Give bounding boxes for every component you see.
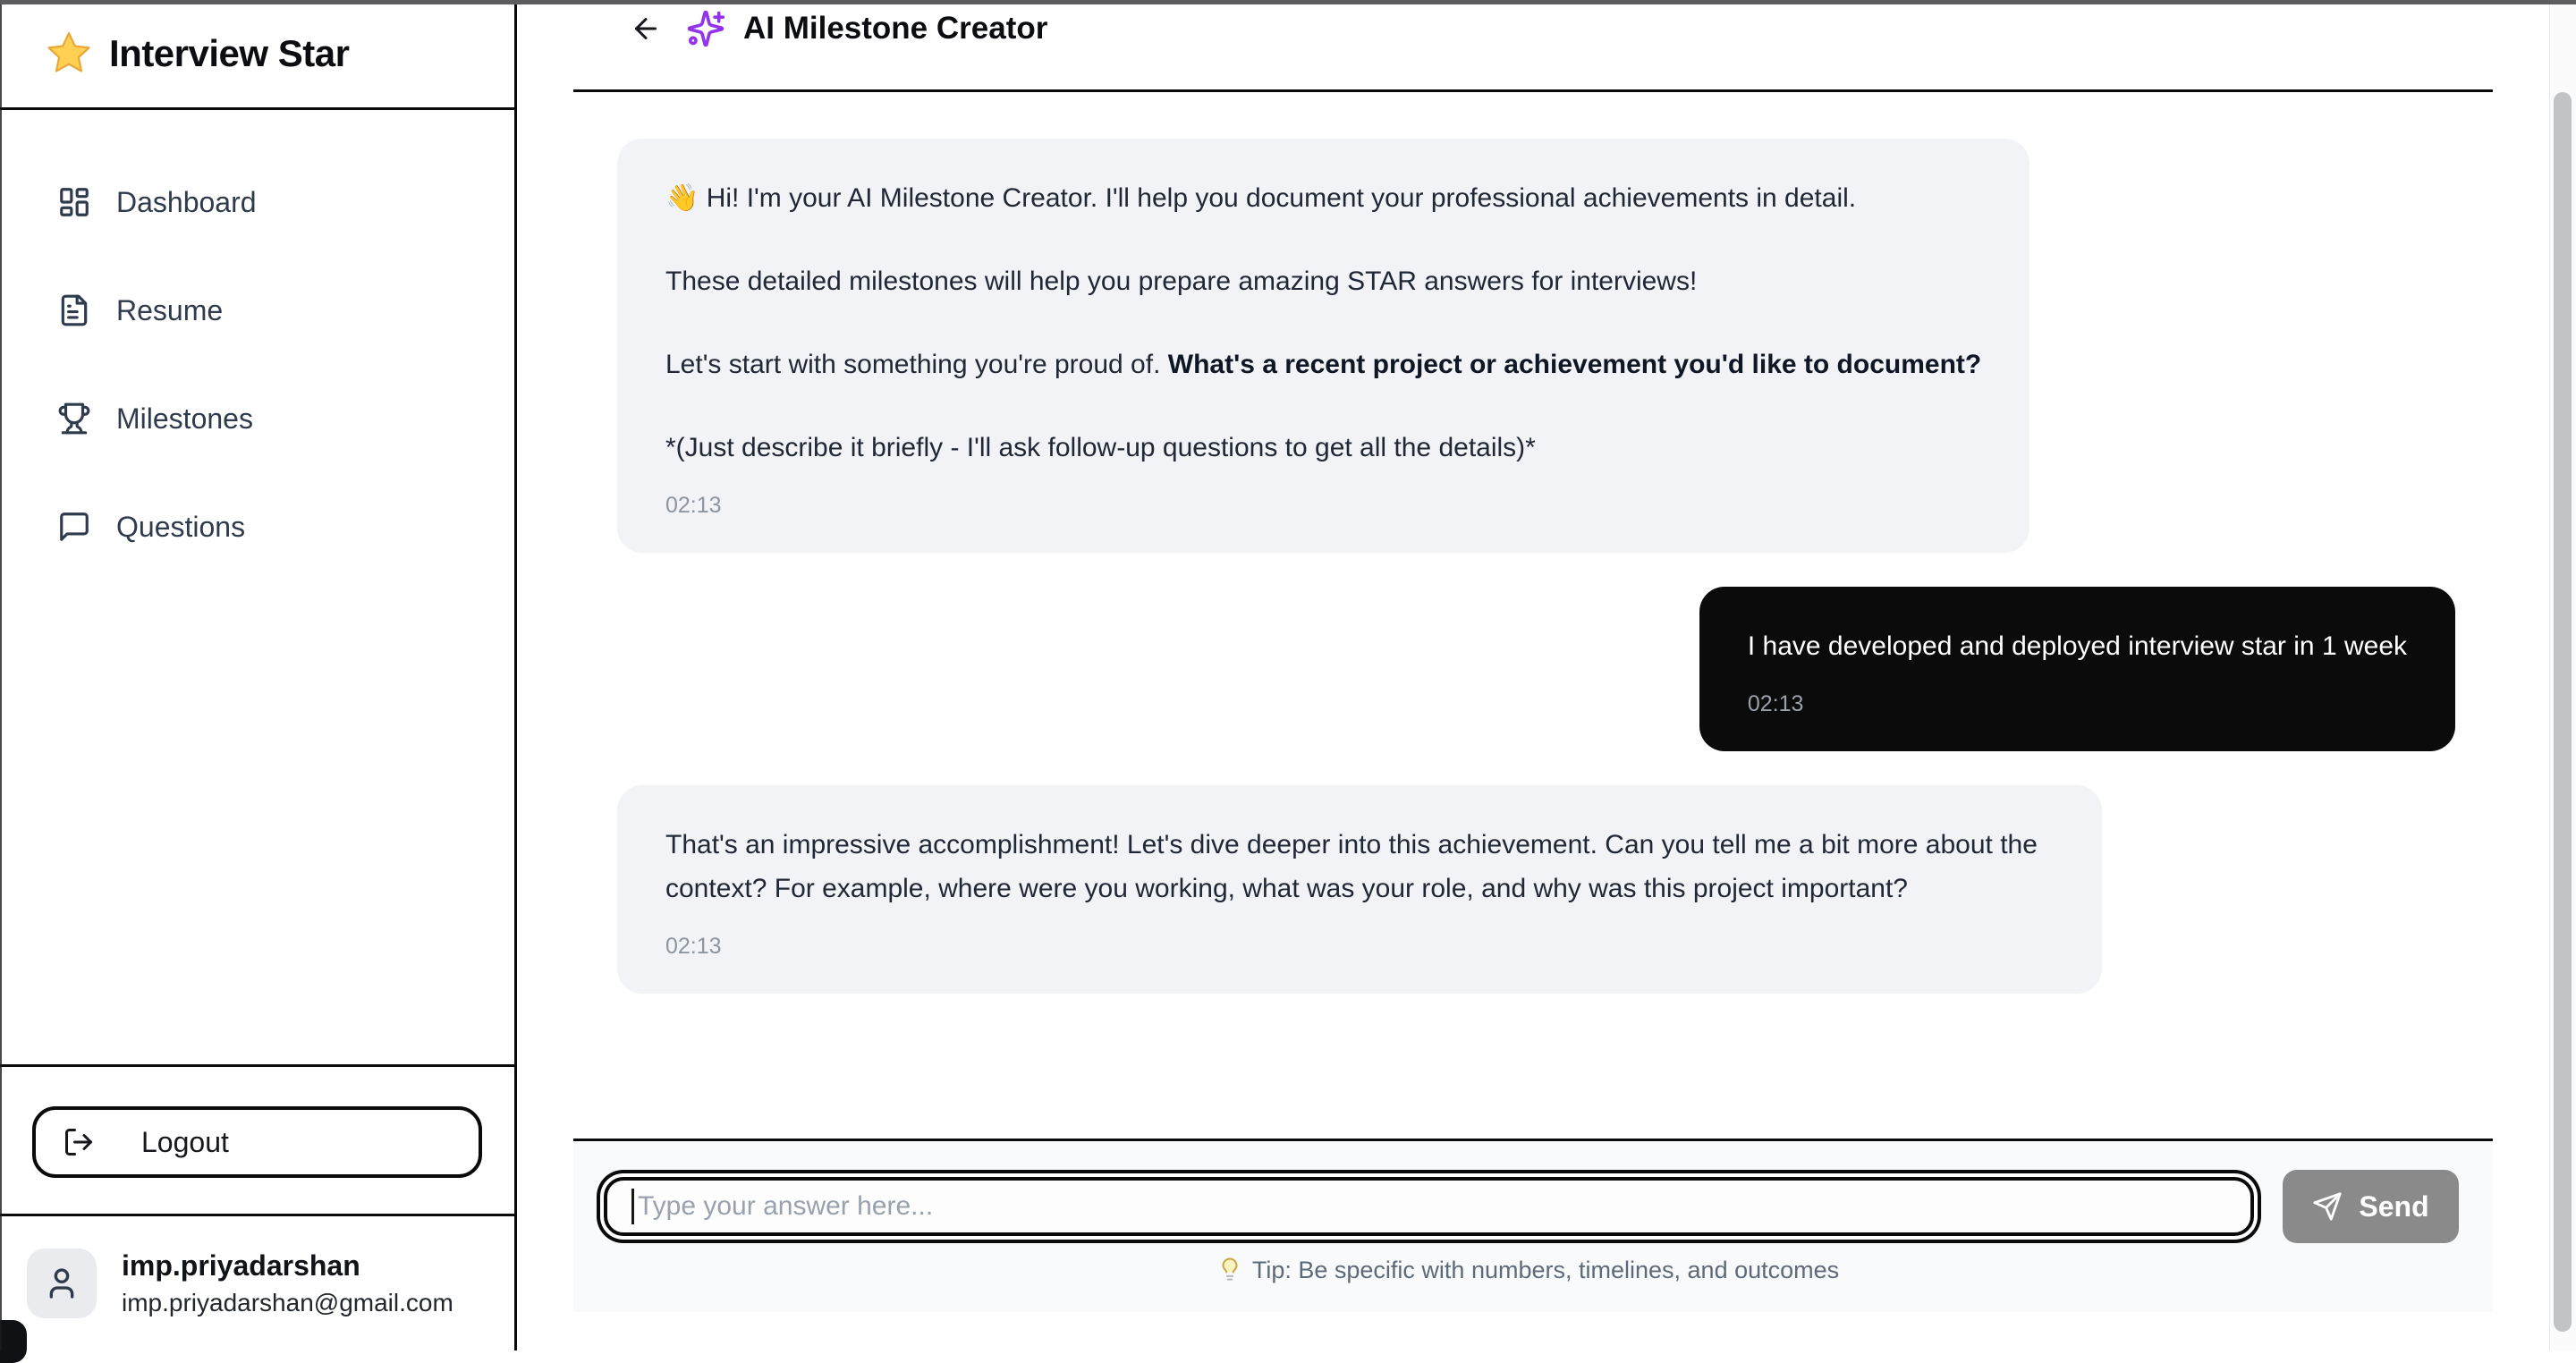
avatar	[27, 1249, 97, 1318]
tip-text: Tip: Be specific with numbers, timelines, and outcomes	[1251, 1256, 1840, 1283]
user-profile	[0, 1214, 514, 1350]
assistant-message	[617, 139, 2029, 553]
sidebar-nav	[0, 164, 514, 565]
message-paragraph: I have developed and deployed interview star in 1 week	[1747, 631, 2407, 661]
user-message	[1699, 587, 2455, 751]
send-button[interactable]	[2283, 1170, 2459, 1243]
chat-header	[573, 0, 2493, 92]
message-paragraph: Let's start with something you're proud of. What's a recent project or achievement you'd like to document?	[665, 350, 1982, 379]
chat-panel	[517, 0, 2576, 1350]
back-button[interactable]	[625, 8, 666, 49]
window-left-edge	[0, 0, 2, 1350]
dashboard-icon	[57, 185, 91, 219]
resume-icon	[57, 293, 91, 327]
composer-row	[597, 1170, 2459, 1243]
star-logo-icon	[45, 30, 93, 78]
sidebar-item-label: Milestones	[116, 402, 253, 435]
sidebar-item-label: Dashboard	[116, 185, 257, 218]
questions-icon	[57, 510, 91, 544]
assistant-message	[617, 785, 2102, 994]
message-list[interactable]	[573, 92, 2493, 1139]
sidebar-item-dashboard[interactable]	[0, 164, 514, 241]
user-name: imp.priyadarshan	[122, 1249, 360, 1282]
toast-corner	[0, 1320, 27, 1363]
arrow-left-icon	[630, 13, 662, 45]
user-meta	[122, 1249, 453, 1317]
logout-icon	[63, 1126, 95, 1158]
page-title: AI Milestone Creator	[743, 11, 1048, 46]
sparkles-icon	[686, 8, 725, 49]
chat-column	[573, 0, 2493, 1312]
input-wrapper	[604, 1177, 2254, 1236]
message-paragraph: 👋 Hi! I'm your AI Milestone Creator. I'll help you document your professional achievements in detail.	[665, 183, 1857, 213]
sidebar-item-label: Resume	[116, 293, 224, 326]
text-caret	[631, 1189, 634, 1224]
send-label: Send	[2359, 1189, 2429, 1223]
scrollbar-thumb[interactable]	[2554, 92, 2572, 1332]
app-title: Interview Star	[109, 32, 350, 74]
scrollbar[interactable]	[2549, 4, 2576, 1350]
message-paragraph: That's an impressive accomplishment! Let's dive deeper into this achievement. Can you tell me a bit more about the context? For example, where were you working, what was your role, and why was this project important?	[665, 830, 2038, 903]
composer	[573, 1139, 2493, 1312]
composer-tip	[597, 1256, 2459, 1284]
message-timestamp: 02:13	[1747, 691, 1804, 716]
logout-button[interactable]	[32, 1106, 482, 1178]
send-icon	[2312, 1191, 2343, 1222]
logout-section	[0, 1064, 514, 1214]
sidebar-item-questions[interactable]	[0, 488, 514, 565]
lightbulb-icon	[1216, 1256, 1243, 1284]
message-timestamp: 02:13	[665, 493, 722, 518]
message-paragraph: These detailed milestones will help you prepare amazing STAR answers for interviews!	[665, 267, 1698, 296]
message-paragraph: *(Just describe it briefly - I'll ask follow-up questions to get all the details)*	[665, 433, 1536, 462]
message-input[interactable]	[604, 1177, 2254, 1236]
user-email: imp.priyadarshan@gmail.com	[122, 1289, 453, 1316]
logout-label: Logout	[141, 1125, 229, 1158]
milestones-icon	[57, 402, 91, 436]
sidebar-item-milestones[interactable]	[0, 380, 514, 457]
sidebar-spacer	[0, 565, 514, 1064]
user-icon	[44, 1266, 80, 1301]
sidebar-item-resume[interactable]	[0, 272, 514, 349]
sidebar-item-label: Questions	[116, 510, 246, 543]
message-timestamp: 02:13	[665, 934, 722, 959]
sidebar	[0, 0, 517, 1350]
window-top-edge	[0, 0, 2576, 4]
app-logo	[0, 0, 514, 110]
